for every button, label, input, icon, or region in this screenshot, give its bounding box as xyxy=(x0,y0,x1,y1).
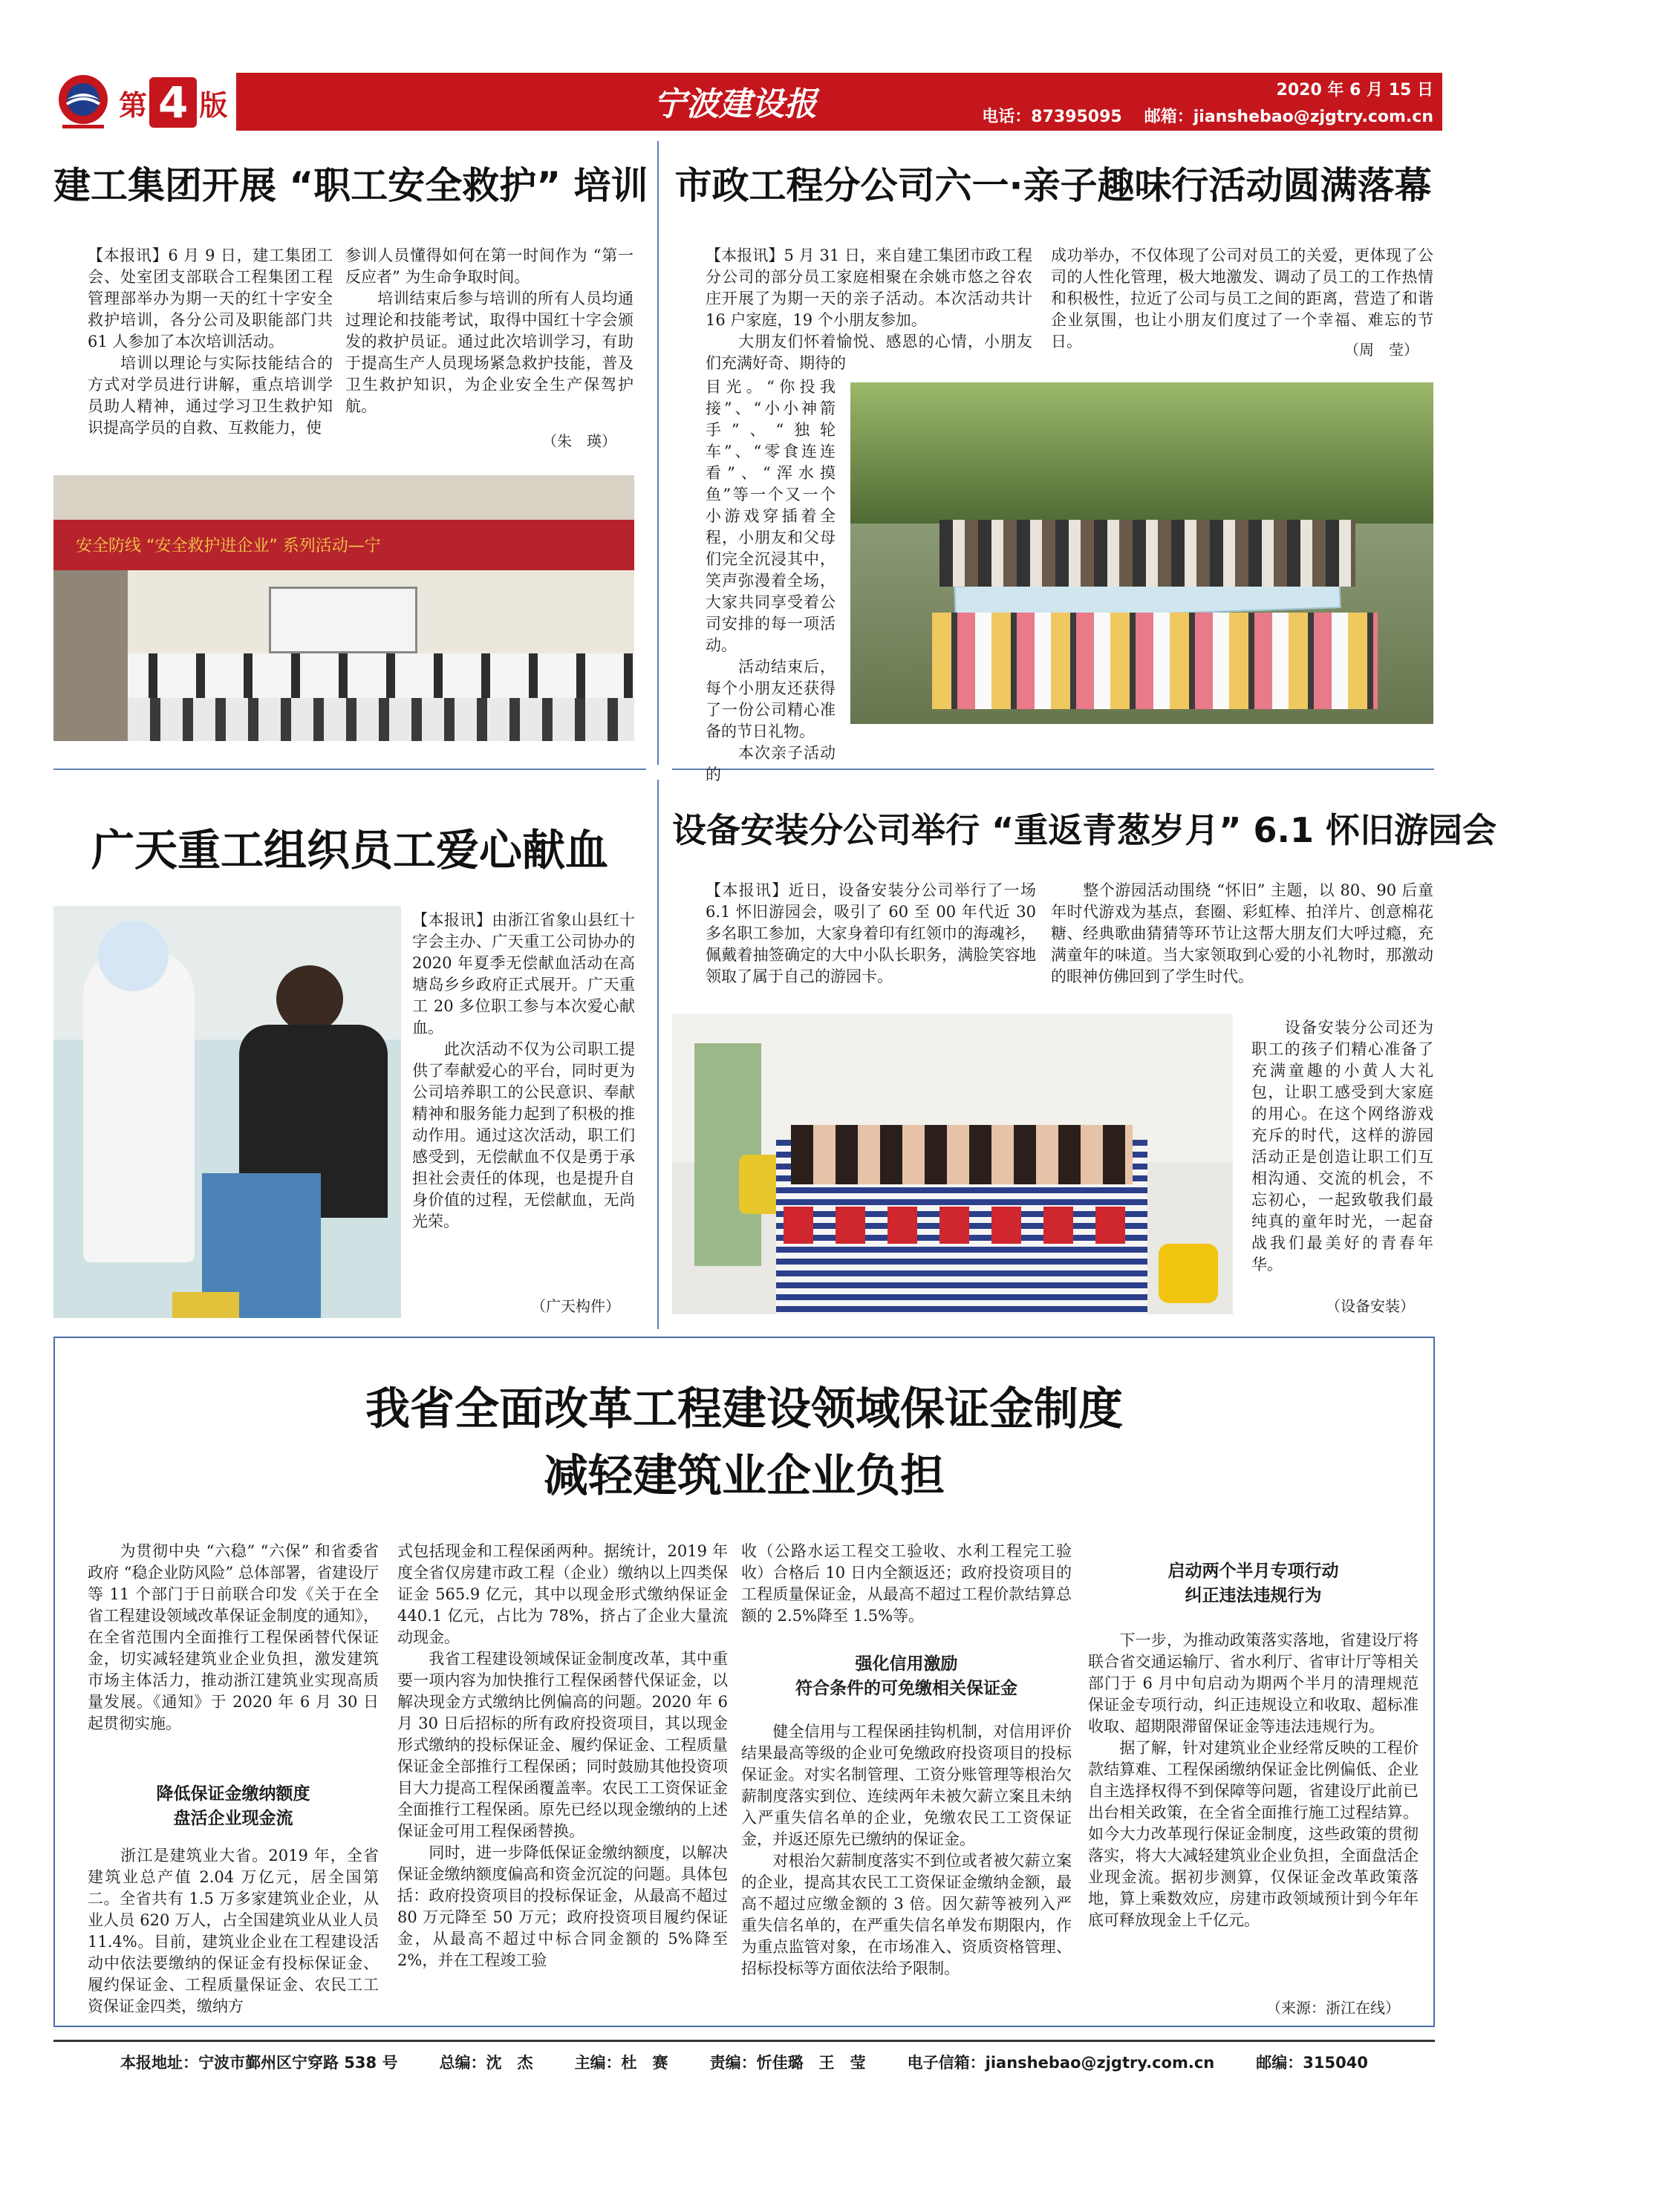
feature-subhead-1: 降低保证金缴纳额度 盘活企业现金流 xyxy=(156,1784,310,1828)
article1-title: 建工集团开展 “职工安全救护” 培训 xyxy=(53,164,648,207)
reunion-group-photo xyxy=(672,1014,1233,1314)
feature-col4: 下一步，为推动政策落实落地，省建设厅将联合省交通运输厅、省水利厅、省审计厅等相关部门于 6 月中旬启动为期两个半月的清理规范保证金专项行动，纠正违规设立和收取、超标准收取、超期限滞留保证金等违法违规行为。 据了解，针对建筑业企业经常反映的工程价款结算难、工程保函缴纳保证金比例偏低、企业自主选择权得不到保障等问题，省建设厅此前已出台相关政策，在全省全面推行施工过程结算。如今大力改革现行保证金制度，这些政策的贯彻落实，将大大减轻建筑业企业负担，全面盘活企业现金流。据初步测算，仅保证金改革政策落地，算上乘数效应，房建市政领域预计到今年年底可释放现金上千亿元。 xyxy=(1088,1631,1419,1929)
article2-col1: 【本报讯】5 月 31 日，来自建工集团市政工程分公司的部分员工家庭相聚在余姚市悠之谷农庄开展了为期一天的亲子活动。本次活动共计 16 户家庭，19 个小朋友参加。 大朋友们怀着愉悦、感恩的心情，小朋友们充满好奇、期待的 xyxy=(706,247,1032,372)
footer-email: 电子信箱：jianshebao@zjgtry.com.cn xyxy=(907,2054,1215,2072)
feature-col3-intro: 收（公路水运工程交工验收、水利工程完工验收）合格后 10 日内全额返还；政府投资项目的工程质量保证金，从最高不超过工程价款结算总额的 2.5%降至 1.5%等。 xyxy=(741,1542,1072,1625)
feature-byline: （来源：浙江在线） xyxy=(1266,1999,1400,2017)
article1-col1: 【本报讯】6 月 9 日，建工集团工会、处室团支部联合工程集团工程管理部举办为期一天的红十字安全救护培训，各分公司及职能部门共 61 人参加了本次培训活动。 培训以理论与实际技能结合的方式对学员进行讲解，重点培训学员助人精神，通过学习卫生救护知识提高学员的自救、互救能力，使 xyxy=(88,247,333,437)
page-suffix: 版 xyxy=(199,88,228,122)
article3-title: 广天重工组织员工爱心献血 xyxy=(91,825,608,875)
feature-col1-body: 浙江是建筑业大省。2019 年，全省建筑业总产值 2.04 万亿元，居全国第二。全省共有 1.5 万多家建筑业企业，从业人员 620 万人，占全国建筑业从业人员 11.4%。目前，建筑业企业在工程建设活动中依法要缴纳的保证金有投标保证金、履约保证金、工程质量保证金、农民工工资保证金四类，缴纳方 xyxy=(88,1847,379,2015)
row-divider-right xyxy=(672,769,1434,770)
footer-rule xyxy=(53,2040,1435,2042)
article4-col2b: 设备安装分公司还为职工的孩子们精心准备了充满童趣的小黄人大礼包，让职工感受到大家庭的用心。在这个网络游戏充斥的时代，这样的游园活动正是创造让职工们互相沟通、交流的机会，不忘初心，一起致敬我们最纯真的童年时光，一起奋战我们最美好的青春年华。 xyxy=(1251,1019,1433,1273)
article4-title: 设备安装分公司举行 “重返青葱岁月” 6.1 怀旧游园会 xyxy=(672,810,1496,850)
article1-col2: 参训人员懂得如何在第一时间作为 “第一反应者” 为生命争取时间。 培训结束后参与培训的所有人员均通过理论和技能考试，取得中国红十字会颁发的救护员证。通过此次培训学习，有助于提高生产人员现场紧急救护技能，普及卫生救护知识，为企业安全生产保驾护航。 xyxy=(345,247,634,415)
phone-number: 电话：87395095 xyxy=(982,108,1122,126)
feature-subhead-3: 启动两个半月专项行动 纠正违法违规行为 xyxy=(1167,1562,1339,1605)
blood-donation-photo xyxy=(53,906,401,1318)
article2-byline: （周 莹） xyxy=(1344,341,1419,359)
article3-byline: （广天构件） xyxy=(531,1297,620,1315)
article3-text: 【本报讯】由浙江省象山县红十字会主办、广天重工公司协办的 2020 年夏季无偿献血活动在高塘岛乡乡政府正式展开。广天重工 20 多位职工参与本次爱心献血。 此次活动不仅为公司职工提供了奉献爱心的平台，同时更为公司培养职工的公民意识、奉献精神和服务能力起到了积极的推动作用。通过这次活动，职工们感受到，无偿献血不仅是勇于承担社会责任的体现，也是提升自身价值的过程，无偿献血，无尚光荣。 xyxy=(412,911,635,1230)
article2-col1b: 目光。“你投我接”、“小小神箭手”、“独轮车”、“零食连连看”、“浑水摸鱼”等一个又一个小游戏穿插着全程，小朋友和父母们完全沉浸其中，笑声弥漫着全场，大家共同享受着公司安排的每一项活动。 活动结束后，每个小朋友还获得了一份公司精心准备的节日礼物。 本次亲子活动的 xyxy=(706,378,836,783)
page-number: 4 xyxy=(149,77,197,128)
contact-email: 邮箱：jianshebao@zjgtry.com.cn xyxy=(1144,108,1433,126)
row-divider-left xyxy=(53,769,646,770)
newspaper-name: 宁波建设报 xyxy=(654,85,817,123)
feature-subhead-2: 强化信用激励 符合条件的可免缴相关保证金 xyxy=(795,1654,1017,1698)
family-photo xyxy=(850,382,1433,724)
feature-col3-body: 健全信用与工程保函挂钩机制，对信用评价结果最高等级的企业可免缴政府投资项目的投标保证金。对实名制管理、工资分账管理等根治欠薪制度落实到位、连续两年未被欠薪立案且未纳入严重失信名单的企业，免缴农民工工资保证金，并返还原先已缴纳的保证金。 对根治欠薪制度落实不到位或者被欠薪立案的企业，提高其农民工工资保证金缴纳金额，最高不超过应缴金额的 3 倍。因欠薪等被列入严重失信名单的，在严重失信名单发布期限内，作为重点监管对象，在市场准入、资质资格管理、招标投标等方面依法给予限制。 xyxy=(741,1723,1072,1977)
feature-col1-intro: 为贯彻中央 “六稳” “六保” 和省委省政府 “稳企业防风险” 总体部署，省建设厅等 11 个部门于日前联合印发《关于在全省工程建设领域改革保证金制度的通知》，在全省范围内全面推行工程保函替代保证金，切实减轻建筑业企业负担，激发建筑市场主体活力，推动浙江建筑业实现高质量发展。《通知》于 2020 年 6 月 30 日起贯彻实施。 xyxy=(88,1542,379,1732)
footer-duty-editor: 责编：忻佳璐 王 莹 xyxy=(709,2054,866,2072)
article2-title: 市政工程分公司六一·亲子趣味行活动圆满落幕 xyxy=(674,164,1432,207)
column-divider-top xyxy=(657,141,659,765)
page-prefix: 第 xyxy=(119,88,148,122)
article2-col2: 成功举办，不仅体现了公司对员工的关爱，更体现了公司的人性化管理，极大地激发、调动了员工的工作热情和积极性，拉近了公司与员工之间的距离，营造了和谐企业氛围，也让小朋友们度过了一个幸福、难忘的节日。 xyxy=(1051,247,1433,350)
column-divider-middle xyxy=(657,780,659,1329)
feature-title-line1: 我省全面改革工程建设领域保证金制度 xyxy=(365,1383,1123,1435)
article1-byline: （朱 瑛） xyxy=(542,432,616,450)
feature-title-line2: 减轻建筑业企业负担 xyxy=(544,1450,945,1502)
training-photo xyxy=(53,475,634,741)
footer-editor: 主编：杜 赛 xyxy=(574,2054,668,2072)
feature-col2: 式包括现金和工程保函两种。据统计，2019 年度全省仅房建市政工程（企业）缴纳以上四类保证金 565.9 亿元，其中以现金形式缴纳保证金 440.1 亿元，占比为 78%，挤占了企业大量流动现金。 我省工程建设领域保证金制度改革，其中重要一项内容为加快推行工程保函替代保证金，以解决现金方式缴纳比例偏高的问题。2020 年 6 月 30 日后招标的所有政府投资项目，其以现金形式缴纳的投标保证金、履约保证金、工程质量保证金全部推行工程保函；同时鼓励其他投资项目大力提高工程保函覆盖率。农民工工资保证金全面推行工程保函。原先已经以现金缴纳的上述保证金可用工程保函替换。 同时，进一步降低保证金缴纳额度，以解决保证金缴纳额度偏高和资金沉淀的问题。具体包括：政府投资项目的投标保证金，从最高不超过 80 万元降至 50 万元；政府投资项目履约保证金，从最高不超过中标合同金额的 5%降至 2%，并在工程竣工验 xyxy=(397,1542,728,1969)
footer-chief-editor: 总编：沈 杰 xyxy=(439,2054,533,2072)
footer-address: 本报地址：宁波市鄞州区宁穿路 538 号 xyxy=(120,2054,398,2072)
page-label xyxy=(119,76,227,129)
article4-byline: （设备安装） xyxy=(1326,1297,1415,1315)
article4-col2: 整个游园活动围绕 “怀旧” 主题，以 80、90 后童年时代游戏为基点，套圈、彩虹棒、拍洋片、创意棉花糖、经典歌曲猜猜等环节让这帮大朋友们大呼过瘾，充满童年的味道。当大家领取到心爱的小礼物时，那激动的眼神仿佛回到了学生时代。 xyxy=(1051,881,1433,985)
footer-postcode: 邮编：315040 xyxy=(1256,2054,1368,2072)
newspaper-logo-icon xyxy=(53,71,113,131)
article4-col1: 【本报讯】近日，设备安装分公司举行了一场 6.1 怀旧游园会，吸引了 60 至 00 年代近 30 多名职工参加，大家身着印有红领巾的海魂衫，佩戴着抽签确定的大中小队长职务，满脸笑容地领取了属于自己的游园卡。 xyxy=(706,881,1036,985)
banner-text: 安全防线 “安全救护进企业” 系列活动—宁 xyxy=(76,537,381,555)
masthead-contact xyxy=(980,104,1433,127)
footer xyxy=(53,2047,1435,2077)
issue-date: 2020 年 6 月 15 日 xyxy=(1276,81,1433,99)
